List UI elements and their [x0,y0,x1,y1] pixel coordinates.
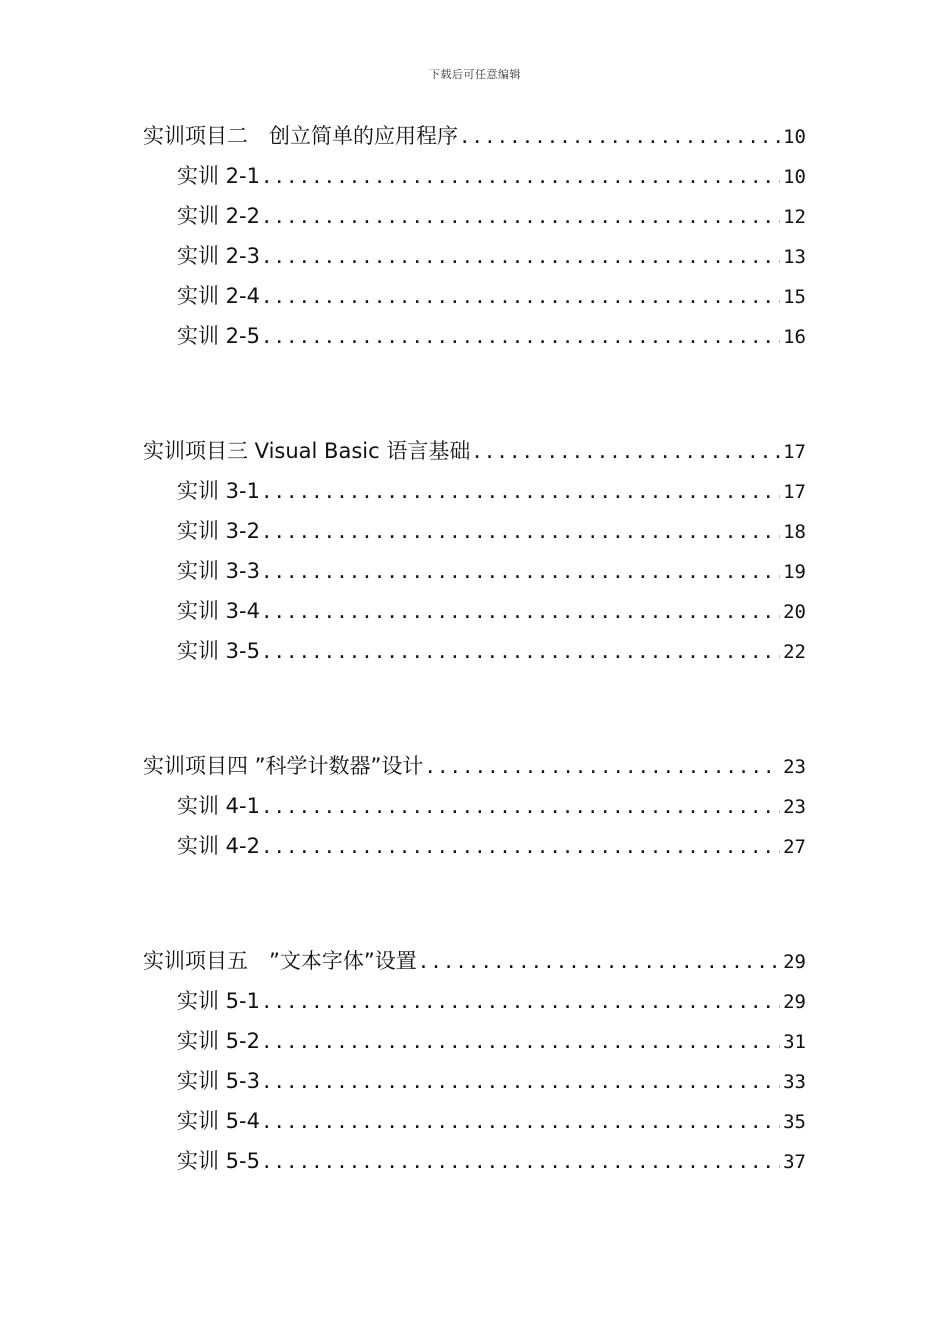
toc-page-number: 16 [783,326,806,348]
toc-page-number: 17 [783,481,806,503]
toc-leader-dots [261,592,780,632]
toc-entry[interactable] [143,981,806,1021]
toc-entry-label: 实训 2-2 [177,204,260,228]
toc-page-number: 12 [783,206,806,228]
toc-entry[interactable] [143,786,806,826]
toc-entry[interactable] [143,1141,806,1181]
toc-page-number: 23 [783,796,806,818]
toc-page-number: 29 [783,951,806,973]
toc-section-title: 实训项目三 Visual Basic 语言基础 [143,439,471,463]
toc-leader-dots [471,432,780,472]
toc-leader-dots [261,472,780,512]
toc-page-number: 20 [783,601,806,623]
toc-entry[interactable] [143,316,806,356]
toc-entry-label: 实训 2-3 [177,244,260,268]
toc-leader-dots [261,197,780,237]
toc-section [143,746,806,866]
toc-entry[interactable] [143,591,806,631]
toc-entry[interactable] [143,156,806,196]
toc-page-number: 17 [783,441,806,463]
toc-leader-dots [261,512,780,552]
toc-entry-label: 实训 3-1 [177,479,260,503]
toc-section-heading[interactable] [143,746,806,786]
toc-section [143,431,806,671]
toc-entry[interactable] [143,551,806,591]
toc-page-number: 33 [783,1071,806,1093]
toc-page-number: 18 [783,521,806,543]
toc-leader-dots [261,1062,780,1102]
toc-page-number: 27 [783,836,806,858]
toc-leader-dots [261,1142,780,1182]
toc-entry-label: 实训 5-5 [177,1149,260,1173]
toc-entry[interactable] [143,826,806,866]
toc-leader-dots [261,982,780,1022]
toc-entry-label: 实训 2-4 [177,284,260,308]
toc-page-number: 10 [783,126,806,148]
toc-entry[interactable] [143,196,806,236]
toc-leader-dots [261,827,780,867]
toc-entry[interactable] [143,631,806,671]
toc-page-number: 31 [783,1031,806,1053]
toc-page-number: 22 [783,641,806,663]
toc-leader-dots [424,747,780,787]
toc-entry-label: 实训 5-2 [177,1029,260,1053]
toc-entry[interactable] [143,236,806,276]
toc-section-title: 实训项目五 ”文本字体”设置 [143,949,417,973]
toc-entry-label: 实训 2-1 [177,164,260,188]
toc-page-number: 19 [783,561,806,583]
toc-page-number: 23 [783,756,806,778]
toc-section-heading[interactable] [143,116,806,156]
toc-leader-dots [459,117,780,157]
toc-section-heading[interactable] [143,941,806,981]
toc-page-number: 35 [783,1111,806,1133]
toc-leader-dots [261,552,780,592]
toc-entry-label: 实训 3-4 [177,599,260,623]
toc-leader-dots [261,1102,780,1142]
toc-section [143,941,806,1181]
toc-entry-label: 实训 5-4 [177,1109,260,1133]
toc-entry-label: 实训 5-3 [177,1069,260,1093]
toc-page-number: 37 [783,1151,806,1173]
toc-leader-dots [261,157,780,197]
toc-page-number: 13 [783,246,806,268]
toc-section-title: 实训项目四 ”科学计数器”设计 [143,754,424,778]
toc-entry-label: 实训 4-1 [177,794,260,818]
toc-section-title: 实训项目二 创立简单的应用程序 [143,124,458,148]
toc-entry[interactable] [143,1101,806,1141]
toc-section-heading[interactable] [143,431,806,471]
toc-page-number: 15 [783,286,806,308]
toc-entry[interactable] [143,471,806,511]
toc-leader-dots [261,787,780,827]
toc-entry[interactable] [143,1021,806,1061]
toc-leader-dots [418,942,780,982]
toc-leader-dots [261,317,780,357]
toc-leader-dots [261,1022,780,1062]
toc-entry-label: 实训 3-2 [177,519,260,543]
toc-page-number: 29 [783,991,806,1013]
toc-page-number: 10 [783,166,806,188]
toc-leader-dots [261,632,780,672]
toc-entry-label: 实训 3-3 [177,559,260,583]
toc-entry[interactable] [143,276,806,316]
toc-leader-dots [261,237,780,277]
toc-entry[interactable] [143,511,806,551]
table-of-contents [143,116,806,1256]
toc-entry-label: 实训 4-2 [177,834,260,858]
toc-entry-label: 实训 2-5 [177,324,260,348]
page-header: 下载后可任意编辑 [429,68,521,81]
toc-leader-dots [261,277,780,317]
toc-entry-label: 实训 3-5 [177,639,260,663]
toc-section [143,116,806,356]
toc-entry[interactable] [143,1061,806,1101]
toc-entry-label: 实训 5-1 [177,989,260,1013]
